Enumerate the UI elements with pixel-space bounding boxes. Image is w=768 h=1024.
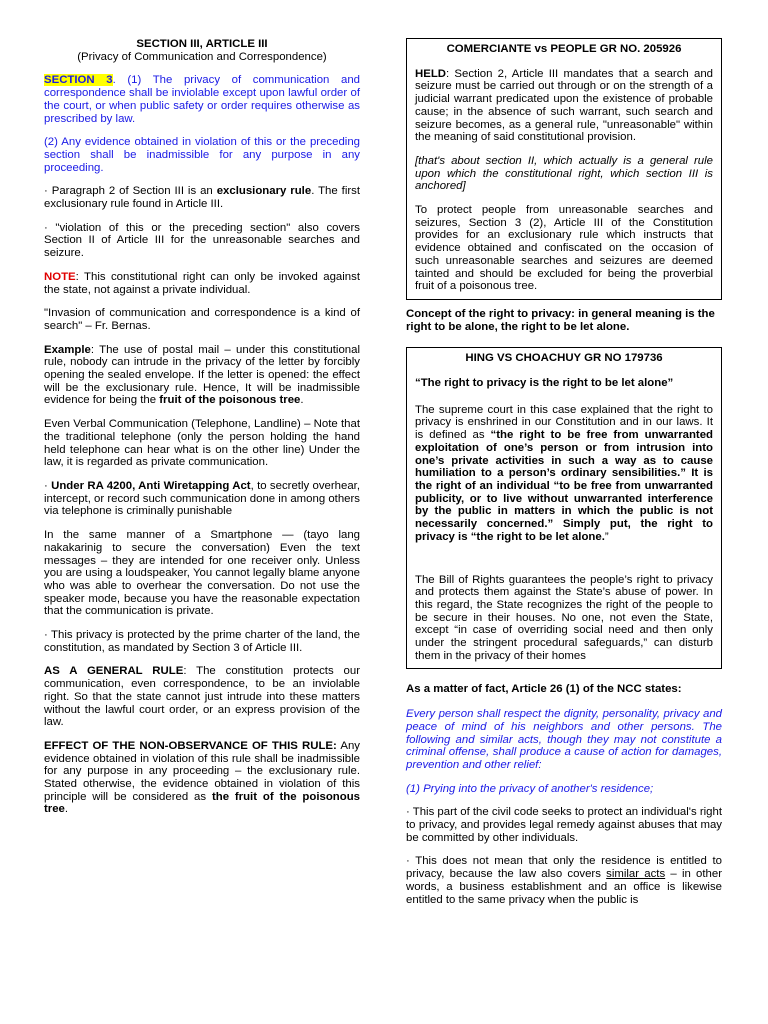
text-run: · Paragraph 2 of Section III is an [44, 185, 217, 198]
note-paragraph [44, 271, 360, 296]
text-run: – in other words, a business establishment and an office is likewise entitled to the same privacy when the public is [406, 868, 722, 906]
ra4200-text: , to secretly overhear, intercept, or record such communication done in among others via telephone is criminally punishable [44, 479, 360, 518]
similar-acts-term: similar acts [606, 868, 666, 881]
section-subtitle: (Privacy of Communication and Correspondence) [77, 50, 327, 63]
text-run: The supreme court in this case explained that the right to privacy is enshrined in our Constitution and in our laws. It is defined as [415, 403, 713, 442]
text-run: ” [604, 530, 609, 543]
civil-code-paragraph: · This part of the civil code seeks to protect an individual's right to privacy, and provides legal remedy against abuses that may be committed by other individuals. [406, 806, 722, 844]
note-text: : This constitutional right can only be invoked against the state, not against a private individual. [44, 270, 360, 296]
right-column [406, 38, 722, 917]
similar-acts-paragraph [406, 855, 722, 906]
note-label: NOTE [44, 270, 76, 283]
example-paragraph [44, 344, 360, 408]
protected-paragraph: · This privacy is protected by the prime charter of the land, the constitution, as mandated by Section 3 of Article III. [44, 629, 360, 654]
section3-paragraph1 [44, 74, 360, 125]
general-rule-paragraph [44, 665, 360, 729]
section-title: SECTION III, ARTICLE III [136, 38, 268, 50]
protect-paragraph: To protect people from unreasonable searches and seizures, Section 3 (2), Article III of the Constitution provides for an exclusionary rule which instructs that evidence obtained and confiscated on the occasion of such unreasonable searches and seizures are deemed tainted and should be excluded for being the proverbial fruit of a poisonous tree. [415, 204, 713, 293]
held-paragraph [415, 68, 713, 144]
case-title: HING VS CHOACHUY GR NO 179736 [465, 352, 663, 365]
bill-of-rights-paragraph: The Bill of Rights guarantees the people’s right to privacy and protects them against the State’s abuse of power. In this regard, the State recognizes the right of the people to be secure in their houses. No one, not even the State, except “in case of overriding social need and then only under the stringent procedural safeguards,” can disturb them in the privacy of their homes [415, 573, 713, 662]
ra4200-term: Under RA 4200, Anti Wiretapping Act [51, 479, 251, 492]
held-note: [that's about section II, which actually is a general rule upon which the constitutional right, which section III is anchored] [415, 154, 713, 193]
text-run: · [44, 479, 52, 492]
ncc-heading: As a matter of fact, Article 26 (1) of the NCC states: [406, 683, 682, 696]
case-quote: “The right to privacy is the right to be let alone” [415, 377, 674, 390]
hing-case-box [406, 347, 722, 669]
bernas-quote: "Invasion of communication and correspondence is a kind of search" – Fr. Bernas. [44, 307, 360, 332]
exclusionary-rule-paragraph [44, 185, 360, 210]
effect-paragraph [44, 740, 360, 816]
privacy-concept-heading: Concept of the right to privacy: in general meaning is the right to be alone, the right to be let alone. [406, 307, 715, 333]
example-label: Example [44, 343, 91, 356]
effect-text: Any evidence obtained in violation of this rule shall be inadmissible for any purpose in any proceeding – the exclusionary rule. Stated otherwise, the evidence obtained in violation of this principle will be considered as [44, 739, 360, 803]
example-text: : The use of postal mail – under this constitutional rule, nobody can intrude in the privacy of the letter by forcibly opening the sealed envelope. If the letter is opened: the effect will be the exclusionary rule. Hence, It will be inadmissible evidence for being the [44, 343, 360, 407]
fruit-term: fruit of the poisonous tree [159, 394, 301, 407]
held-label: HELD [415, 67, 447, 80]
fruit-term: the fruit of the poisonous tree [44, 790, 360, 816]
comerciante-case-box [406, 38, 722, 300]
ra4200-paragraph [44, 480, 360, 518]
ncc-article-text: Every person shall respect the dignity, personality, privacy and peace of mind of his neighbors and other persons. The following and similar acts, though they may not constitute a criminal offense, shall produce a cause of action for damages, prevention and other relief: [406, 708, 722, 771]
effect-label: EFFECT OF THE NON-OBSERVANCE OF THIS RULE: [44, 739, 337, 752]
smartphone-paragraph: In the same manner of a Smartphone — (tayo lang nakakarinig to secure the conversation) Even the text messages – they are intended for one receiver only. Unless you are using a loudspeaker, You cannot legally blame anyone who was able to overhear the conversation. Do not use the speaker mode, because you have the reasonable expectation that the communication is private. [44, 529, 360, 618]
held-text: : Section 2, Article III mandates that a search and seizure must be carried out through or on the strength of a judicial warrant predicated upon the existence of probable cause; in the absence of such warrant, such search and seizure becomes, as a general rule, "unreasonable" within the meaning of said constitutional provision. [415, 67, 713, 144]
exclusionary-rule-term: exclusionary rule [216, 185, 312, 198]
supreme-court-paragraph [415, 404, 713, 544]
section3-paragraph2: (2) Any evidence obtained in violation of this or the preceding section shall be inadmissible for any purpose in any proceeding. [44, 136, 360, 174]
violation-paragraph: · "violation of this or the preceding section" also covers Section II of Article III for the unreasonable searches and seizure. [44, 221, 360, 260]
case-title: COMERCIANTE vs PEOPLE GR NO. 205926 [446, 43, 682, 55]
section3-text: . (1) The privacy of communication and correspondence shall be inviolable except upon lawful order of the court, or when public safety or order requires otherwise as prescribed by law. [44, 74, 360, 125]
text-run: . [64, 803, 69, 816]
definition-bold: “the right to be free from unwarranted exploitation of one’s person or from intrusion into one’s private activities in such a way as to cause humiliation to a person’s ordinary sensibilities.” It is the right of an individual “to be free from unwarranted publicity, or to live without unwarranted interference by the public in matters in which the public is not necessarily concerned.” Simply put, the right to privacy is “the right to be let alone. [415, 429, 714, 543]
left-column [44, 38, 360, 827]
text-run: · This does not mean that only the residence is entitled to privacy, because the law also covers [406, 855, 722, 881]
text-run: . The first exclusionary rule found in Article III. [44, 185, 360, 211]
text-run: . [300, 394, 304, 407]
section3-label: SECTION 3 [44, 74, 113, 87]
general-rule-label: AS A GENERAL RULE [44, 665, 184, 678]
verbal-communication-paragraph: Even Verbal Communication (Telephone, Landline) – Note that the traditional telephone (only the person holding the hand held telephone can hear what is on the other line) Under the law, it is regarded as private communication. [44, 418, 360, 469]
prying-clause: (1) Prying into the privacy of another's residence; [406, 782, 654, 795]
general-rule-text: : The constitution protects our communication, even correspondence, to be an inviolable right. So that the state cannot just intrude into these matters without the lawful court order, or an express provision of the law. [44, 665, 360, 729]
